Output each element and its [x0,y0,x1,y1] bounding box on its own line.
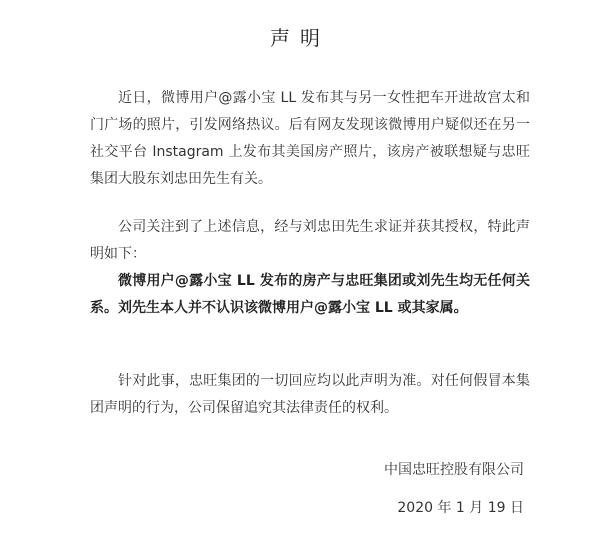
paragraph-declaration: 微博用户@露小宝 LL 发布的房产与忠旺集团或刘先生均无任何关系。刘先生本人并不认识该微博用户@露小宝 LL 或其家属。 [90,273,530,316]
signature-company: 中国忠旺控股有限公司 [384,462,524,478]
paragraph-background: 近日，微博用户@露小宝 LL 发布其与另一女性把车开进故宫太和门广场的照片，引发网络热议。后有网友发现该微博用户疑似还在另一社交平台 Instagram 上发布其美国房产照片，该房产被联想疑与忠旺集团大股东刘忠田先生有关。 [90,90,530,187]
paragraph-verification: 公司关注到了上述信息，经与刘忠田先生求证并获其授权，特此声明如下： [90,219,530,262]
signature-date: 2020 年 1 月 19 日 [397,500,524,516]
page-title: 声明 [270,26,330,50]
paragraph-legal-notice: 针对此事，忠旺集团的一切回应均以此声明为准。对任何假冒本集团声明的行为，公司保留追究其法律责任的权利。 [90,373,530,416]
